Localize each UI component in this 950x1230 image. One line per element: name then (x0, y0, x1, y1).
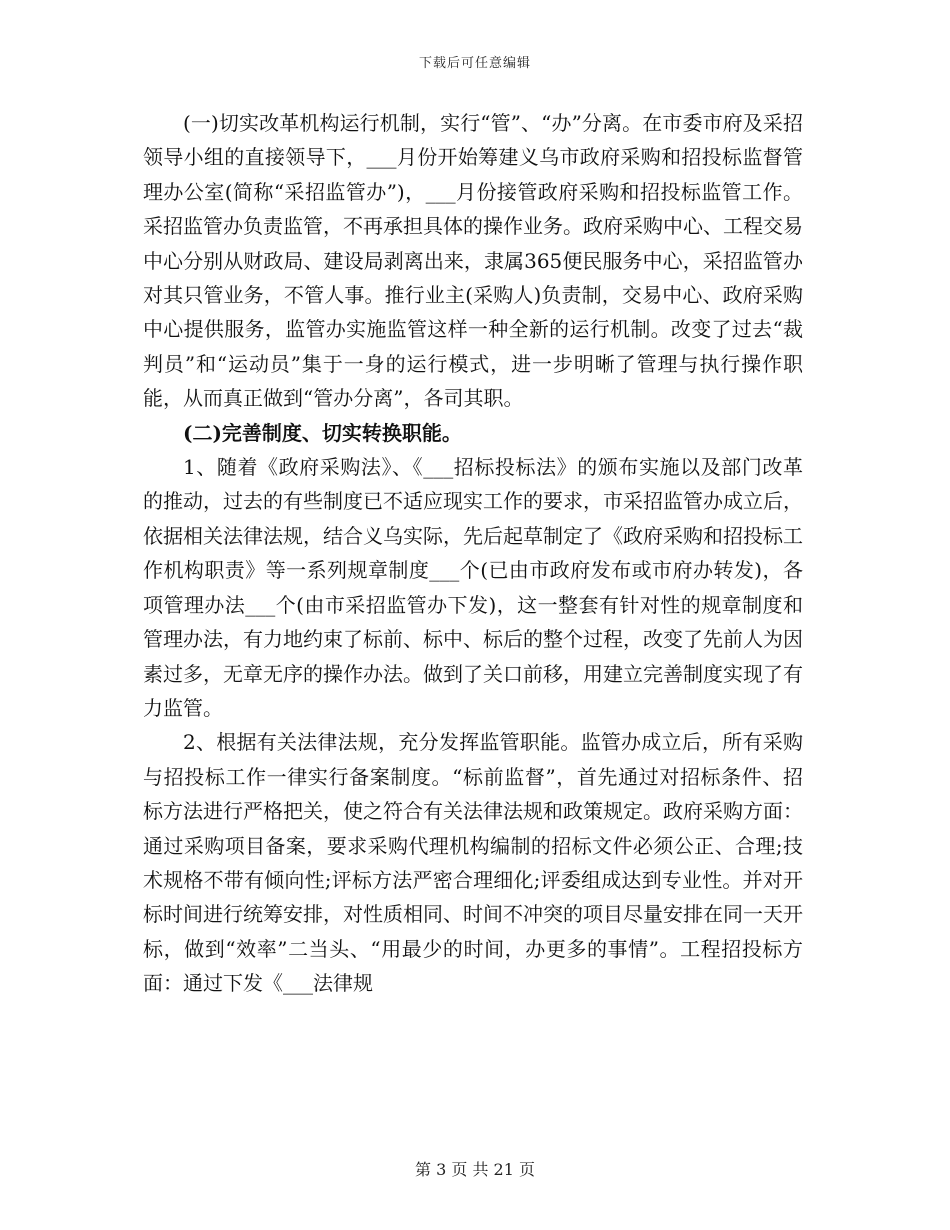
document-body (143, 106, 803, 1001)
paragraph-regulations: 1、随着《政府采购法》、《___招标投标法》的颁布实施以及部门改革的推动，过去的有些制度已不适应现实工作的要求，市采招监管办成立后，依据相关法律法规，结合义乌实际，先后起草制定了《政府采购和招投标工作机构职责》等一系列规章制度___个(已由市政府发布或市府办转发)，各项管理办法___个(由市采招监管办下发)，这一整套有针对性的规章制度和管理办法，有力地约束了标前、标中、标后的整个过程，改变了先前人为因素过多，无章无序的操作办法。做到了关口前移，用建立完善制度实现了有力监管。 (143, 455, 803, 720)
paragraph-supervision: 2、根据有关法律法规，充分发挥监管职能。监管办成立后，所有采购与招投标工作一律实行备案制度。“标前监督”，首先通过对招标条件、招标方法进行严格把关，使之符合有关法律法规和政策规定。政府采购方面：通过采购项目备案，要求采购代理机构编制的招标文件必须公正、合理;技术规格不带有倾向性;评标方法严密合理细化;评委组成达到专业性。并对开标时间进行统筹安排，对性质相同、时间不冲突的项目尽量安排在同一天开标，做到“效率”二当头、“用最少的时间，办更多的事情”。工程招投标方面：通过下发《___法律规 (143, 730, 803, 996)
page-header: 下载后可任意编辑 (418, 56, 531, 71)
page-footer: 第 3 页 共 21 页 (415, 1160, 535, 1179)
paragraph-structure-reform: (一)切实改革机构运行机制，实行“管”、“办”分离。在市委市府及采招领导小组的直接领导下，___月份开始筹建义乌市政府采购和招投标监督管理办公室(简称“采招监管办”)，___月份接管政府采购和招投标监管工作。采招监管办负责监管，不再承担具体的操作业务。政府采购中心、工程交易中心分别从财政局、建设局剥离出来，隶属365便民服务中心，采招监管办对其只管业务，不管人事。推行业主(采购人)负责制，交易中心、政府采购中心提供服务，监管办实施监管这样一种全新的运行机制。改变了过去“裁判员”和“运动员”集于一身的运行模式，进一步明晰了管理与执行操作职能，从而真正做到“管办分离”，各司其职。 (143, 111, 803, 411)
section-heading-system-improvement: (二)完善制度、切实转换职能。 (183, 420, 462, 445)
